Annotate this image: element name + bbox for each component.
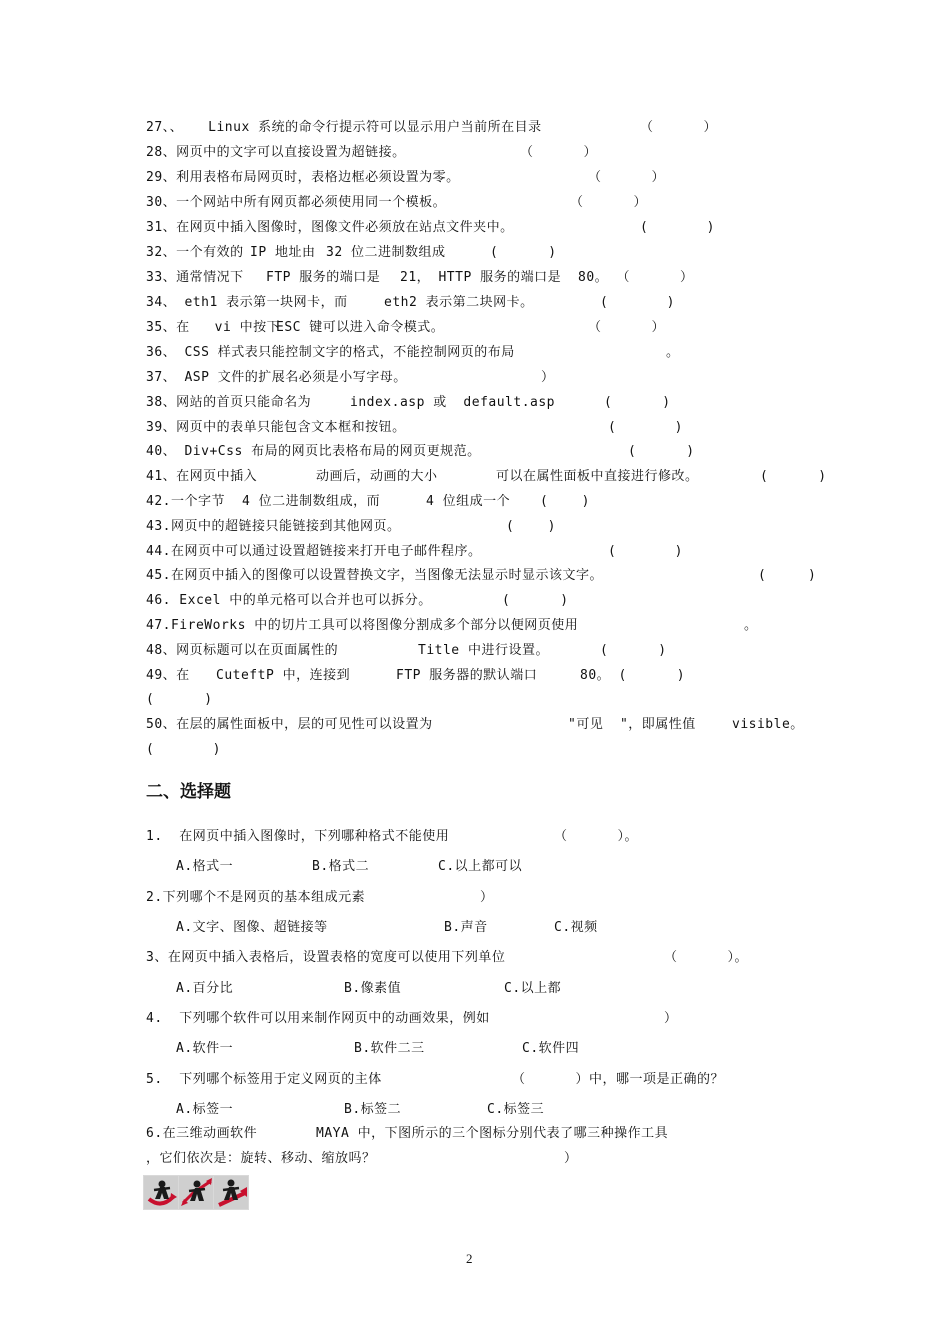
option-a: A.格式一 [176, 859, 234, 874]
option-a: A.标签一 [176, 1102, 234, 1117]
option-a: A.百分比 [176, 981, 234, 996]
option-b: B.格式二 [312, 859, 370, 874]
option-b: B.软件二三 [354, 1041, 425, 1056]
option-b: B.标签二 [344, 1102, 402, 1117]
option-b: B.声音 [444, 920, 488, 935]
option-c: C.视频 [554, 920, 598, 935]
maya-tool-icons [143, 1175, 249, 1210]
option-c: C.软件四 [522, 1041, 580, 1056]
option-c: C.以上都可以 [438, 859, 523, 874]
page-number: 2 [466, 1251, 473, 1266]
option-a: A.软件一 [176, 1041, 234, 1056]
rotate-tool-icon [144, 1176, 178, 1209]
scale-tool-icon [214, 1176, 248, 1209]
move-tool-icon [179, 1176, 213, 1209]
section-title: 二、选择题 [146, 782, 231, 802]
option-a: A.文字、图像、超链接等 [176, 920, 328, 935]
option-c: C.标签三 [487, 1102, 545, 1117]
option-b: B.像素值 [344, 981, 402, 996]
option-c: C.以上都 [504, 981, 562, 996]
